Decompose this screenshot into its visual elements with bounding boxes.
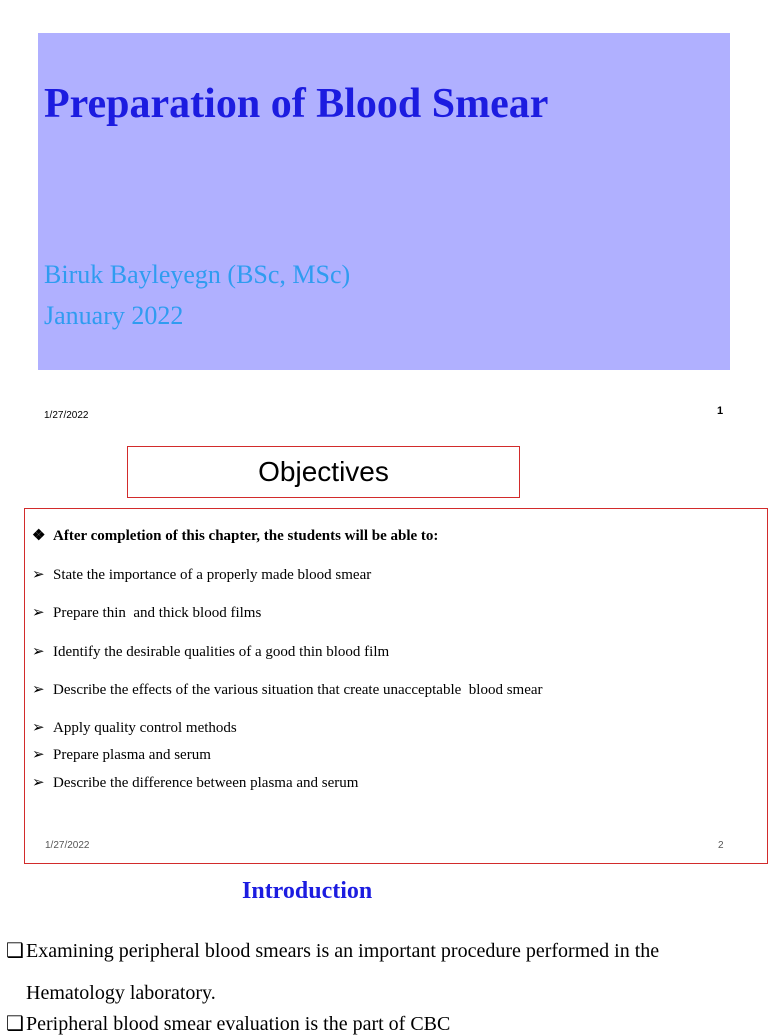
arrow-bullet-icon: ➢ xyxy=(32,720,45,736)
intro-bullet-2-text: Peripheral blood smear evaluation is the part of CBC xyxy=(26,1013,451,1035)
author-line: Biruk Bayleyegn (BSc, MSc) xyxy=(44,260,351,289)
arrow-bullet-icon: ➢ xyxy=(32,567,45,583)
slide1-footer-date: 1/27/2022 xyxy=(44,410,89,421)
slide1-page-number: 1 xyxy=(717,405,724,417)
objective-text: Prepare thin and thick blood films xyxy=(53,605,262,621)
objective-text: State the importance of a properly made blood smear xyxy=(53,567,372,583)
objective-item xyxy=(32,642,389,661)
objectives-title: Objectives xyxy=(258,456,389,487)
intro-bullet-2 xyxy=(6,1012,766,1036)
slide-title: Preparation of Blood Smear xyxy=(44,81,549,127)
objectives-lead-text: After completion of this chapter, the students will be able to: xyxy=(53,528,439,544)
arrow-bullet-icon: ➢ xyxy=(32,775,45,791)
intro-bullet-1 xyxy=(6,930,766,1014)
intro-bullet-1-line1: Examining peripheral blood smears is an important procedure performed in the xyxy=(26,940,660,962)
objectives-title-box xyxy=(127,446,520,498)
intro-bullet-1-line2: Hematology laboratory. xyxy=(26,982,216,1004)
arrow-bullet-icon: ➢ xyxy=(32,605,45,621)
objective-item xyxy=(32,718,237,737)
slide2-page-number: 2 xyxy=(718,840,724,851)
arrow-bullet-icon: ➢ xyxy=(32,644,45,660)
objective-item xyxy=(32,773,358,792)
arrow-bullet-icon: ➢ xyxy=(32,682,45,698)
slide2-footer-date: 1/27/2022 xyxy=(45,840,90,851)
objectives-content-box xyxy=(24,508,768,864)
introduction-title: Introduction xyxy=(242,878,373,904)
objective-text: Prepare plasma and serum xyxy=(53,747,211,763)
objective-item xyxy=(32,745,211,764)
objective-text: Apply quality control methods xyxy=(53,720,237,736)
objective-item xyxy=(32,680,543,699)
objective-text: Describe the difference between plasma and serum xyxy=(53,775,359,791)
presentation-date: January 2022 xyxy=(44,301,184,330)
checkbox-bullet-icon: ❑ xyxy=(6,940,24,962)
diamond-bullet-icon: ❖ xyxy=(32,528,46,544)
arrow-bullet-icon: ➢ xyxy=(32,747,45,763)
objective-item xyxy=(32,565,371,584)
objectives-lead xyxy=(32,526,438,545)
checkbox-bullet-icon: ❑ xyxy=(6,1013,24,1035)
objective-item xyxy=(32,603,261,622)
objective-text: Describe the effects of the various situation that create unacceptable blood smear xyxy=(53,682,543,698)
objective-text: Identify the desirable qualities of a good thin blood film xyxy=(53,644,390,660)
